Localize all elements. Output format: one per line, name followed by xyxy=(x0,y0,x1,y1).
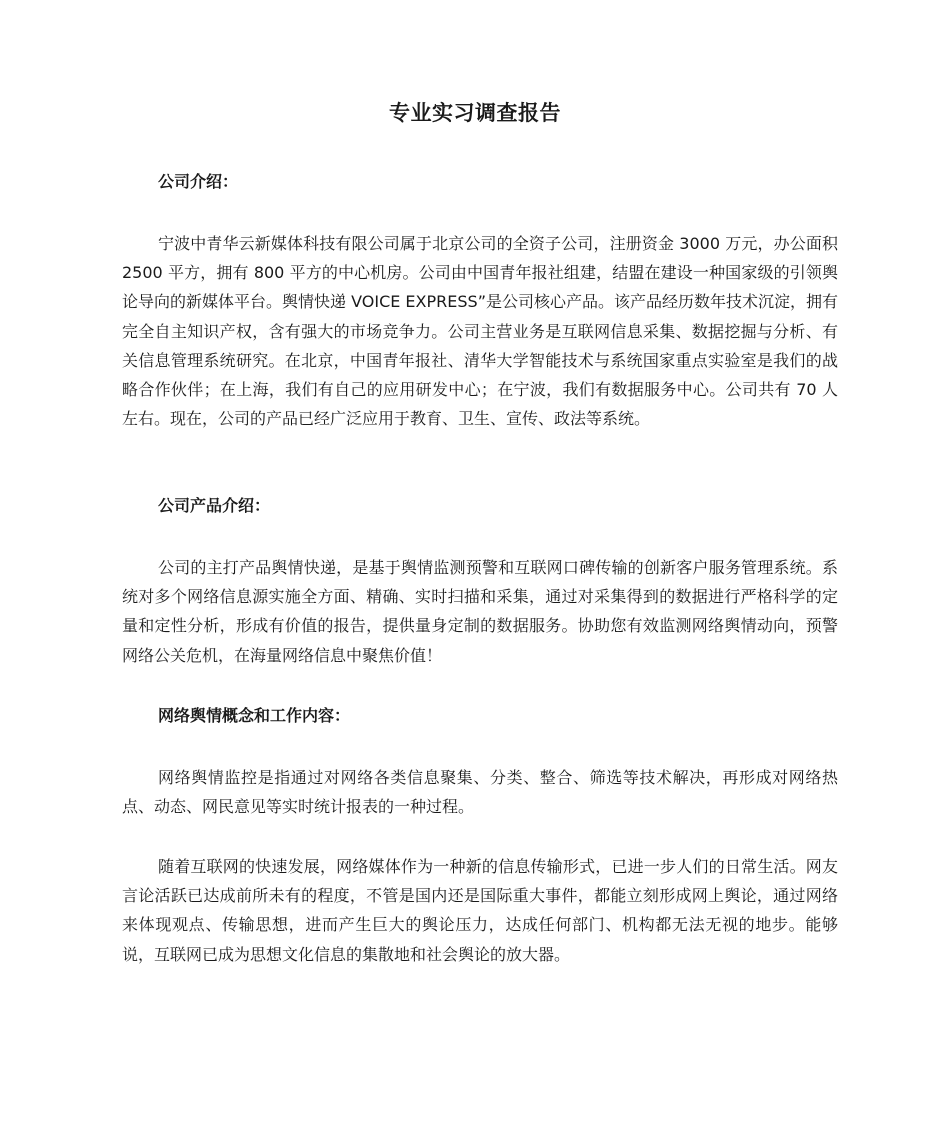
paragraph-opinion-definition: 网络舆情监控是指通过对网络各类信息聚集、分类、整合、筛选等技术解决，再形成对网络热点、动态、网民意见等实时统计报表的一种过程。 xyxy=(122,768,838,817)
paragraph-company-intro: 宁波中青华云新媒体科技有限公司属于北京公司的全资子公司，注册资金 3000 万元，办公面积 2500 平方，拥有 800 平方的中心机房。公司由中国青年报社组建，结盟在建设一种国家级的引领舆论导向的新媒体平台。舆情快递 VOICE EXPRESS”是公司核心产品。该产品经历数年技术沉淀，拥有完全自主知识产权，含有强大的市场竞争力。公司主营业务是互联网信息采集、数据挖掘与分析、有关信息管理系统研究。在北京，中国青年报社、清华大学智能技术与系统国家重点实验室是我们的战略合作伙伴；在上海，我们有自己的应用研发中心；在宁波，我们有数据服务中心。公司共有 70 人左右。现在，公司的产品已经广泛应用于教育、卫生、宣传、政法等系统。 xyxy=(122,234,838,429)
section-heading-product-intro: 公司产品介绍： xyxy=(158,496,271,515)
paragraph-opinion-development: 随着互联网的快速发展，网络媒体作为一种新的信息传输形式，已进一步人们的日常生活。网友言论活跃已达成前所未有的程度，不管是国内还是国际重大事件，都能立刻形成网上舆论，通过网络来体现观点、传输思想，进而产生巨大的舆论压力，达成任何部门、机构都无法无视的地步。能够说，互联网已成为思想文化信息的集散地和社会舆论的放大器。 xyxy=(122,857,838,964)
section-heading-company-intro: 公司介绍： xyxy=(158,172,239,191)
section-heading-opinion-concept: 网络舆情概念和工作内容： xyxy=(158,706,351,725)
document-title: 专业实习调查报告 xyxy=(389,101,561,125)
paragraph-product-intro: 公司的主打产品舆情快递，是基于舆情监测预警和互联网口碑传输的创新客户服务管理系统。系统对多个网络信息源实施全方面、精确、实时扫描和采集，通过对采集得到的数据进行严格科学的定量和定性分析，形成有价值的报告，提供量身定制的数据服务。协助您有效监测网络舆情动向，预警网络公关危机，在海量网络信息中聚焦价值！ xyxy=(122,558,838,665)
